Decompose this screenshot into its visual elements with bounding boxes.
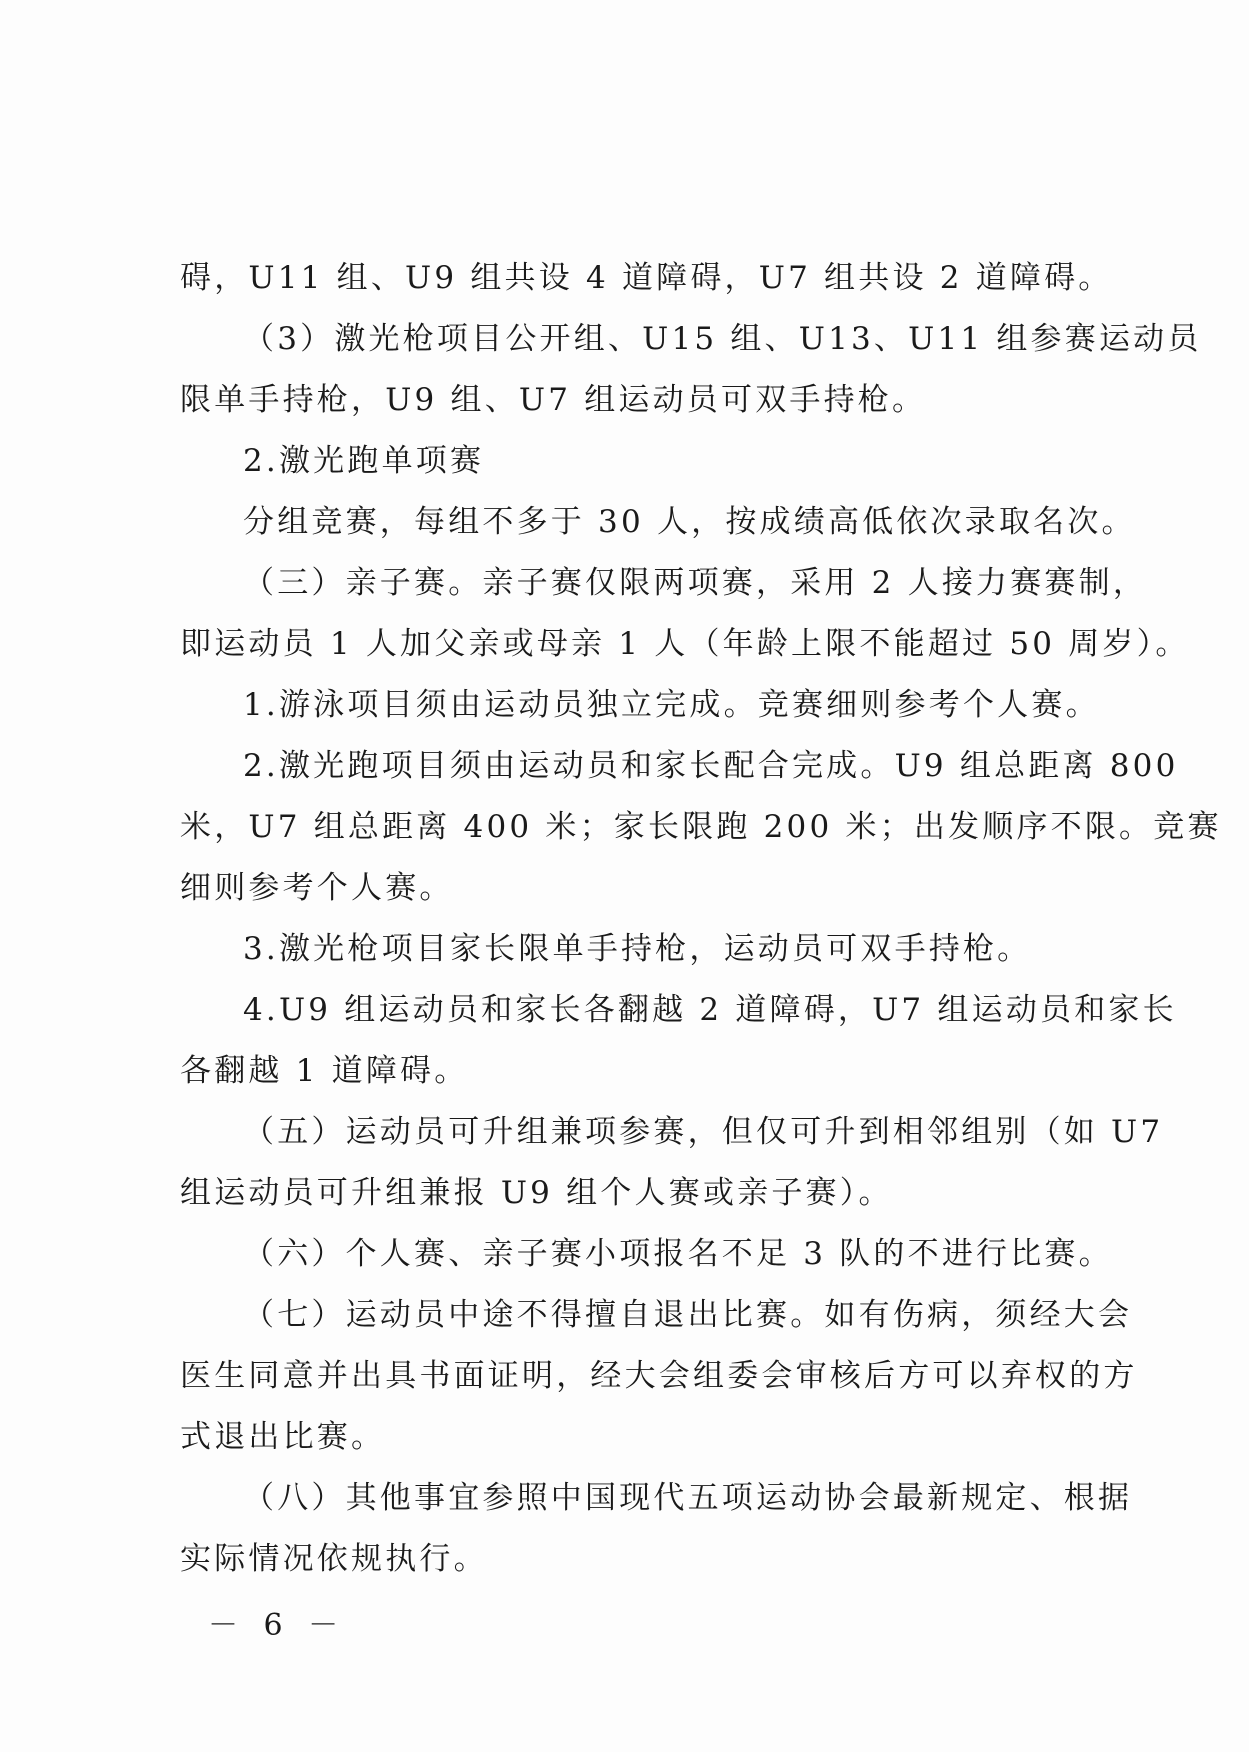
text-line: 米，U7 组总距离 400 米；家长限跑 200 米；出发顺序不限。竞赛 [180,809,1222,845]
text-line: 式退出比赛。 [180,1419,386,1455]
page-number: － 6 － [208,1608,347,1643]
section-heading: （八）其他事宜参照中国现代五项运动协会最新规定、根据 [243,1480,1133,1516]
section-heading: 2.激光跑单项赛 [243,443,485,479]
text-line: 即运动员 1 人加父亲或母亲 1 人（年龄上限不能超过 50 周岁）。 [180,626,1190,662]
section-heading: （三）亲子赛。亲子赛仅限两项赛，采用 2 人接力赛赛制， [243,565,1148,601]
text-line: 各翻越 1 道障碍。 [180,1053,469,1089]
section-heading: （七）运动员中途不得擅自退出比赛。如有伤病，须经大会 [243,1297,1133,1333]
section-heading: （五）运动员可升组兼项参赛，但仅可升到相邻组别（如 U7 [243,1114,1164,1150]
text-line: 3.激光枪项目家长限单手持枪，运动员可双手持枪。 [243,931,1032,967]
text-line: 组运动员可升组兼报 U9 组个人赛或亲子赛）。 [180,1175,893,1211]
text-line: 分组竞赛，每组不多于 30 人，按成绩高低依次录取名次。 [243,504,1136,540]
text-line: 2.激光跑项目须由运动员和家长配合完成。U9 组总距离 800 [243,748,1179,784]
text-line: 细则参考个人赛。 [180,870,454,906]
document-body [180,248,1222,1590]
text-line: 1.游泳项目须由运动员独立完成。竞赛细则参考个人赛。 [243,687,1100,723]
text-line: 4.U9 组运动员和家长各翻越 2 道障碍，U7 组运动员和家长 [243,992,1177,1028]
text-line: 碍，U11 组、U9 组共设 4 道障碍，U7 组共设 2 道障碍。 [180,260,1113,296]
text-line: 实际情况依规执行。 [180,1541,488,1577]
text-line: 限单手持枪，U9 组、U7 组运动员可双手持枪。 [180,382,927,418]
text-line: 医生同意并出具书面证明，经大会组委会审核后方可以弃权的方 [180,1358,1138,1394]
text-line: （3）激光枪项目公开组、U15 组、U13、U11 组参赛运动员 [243,321,1202,357]
section-heading: （六）个人赛、亲子赛小项报名不足 3 队的不进行比赛。 [243,1236,1113,1272]
